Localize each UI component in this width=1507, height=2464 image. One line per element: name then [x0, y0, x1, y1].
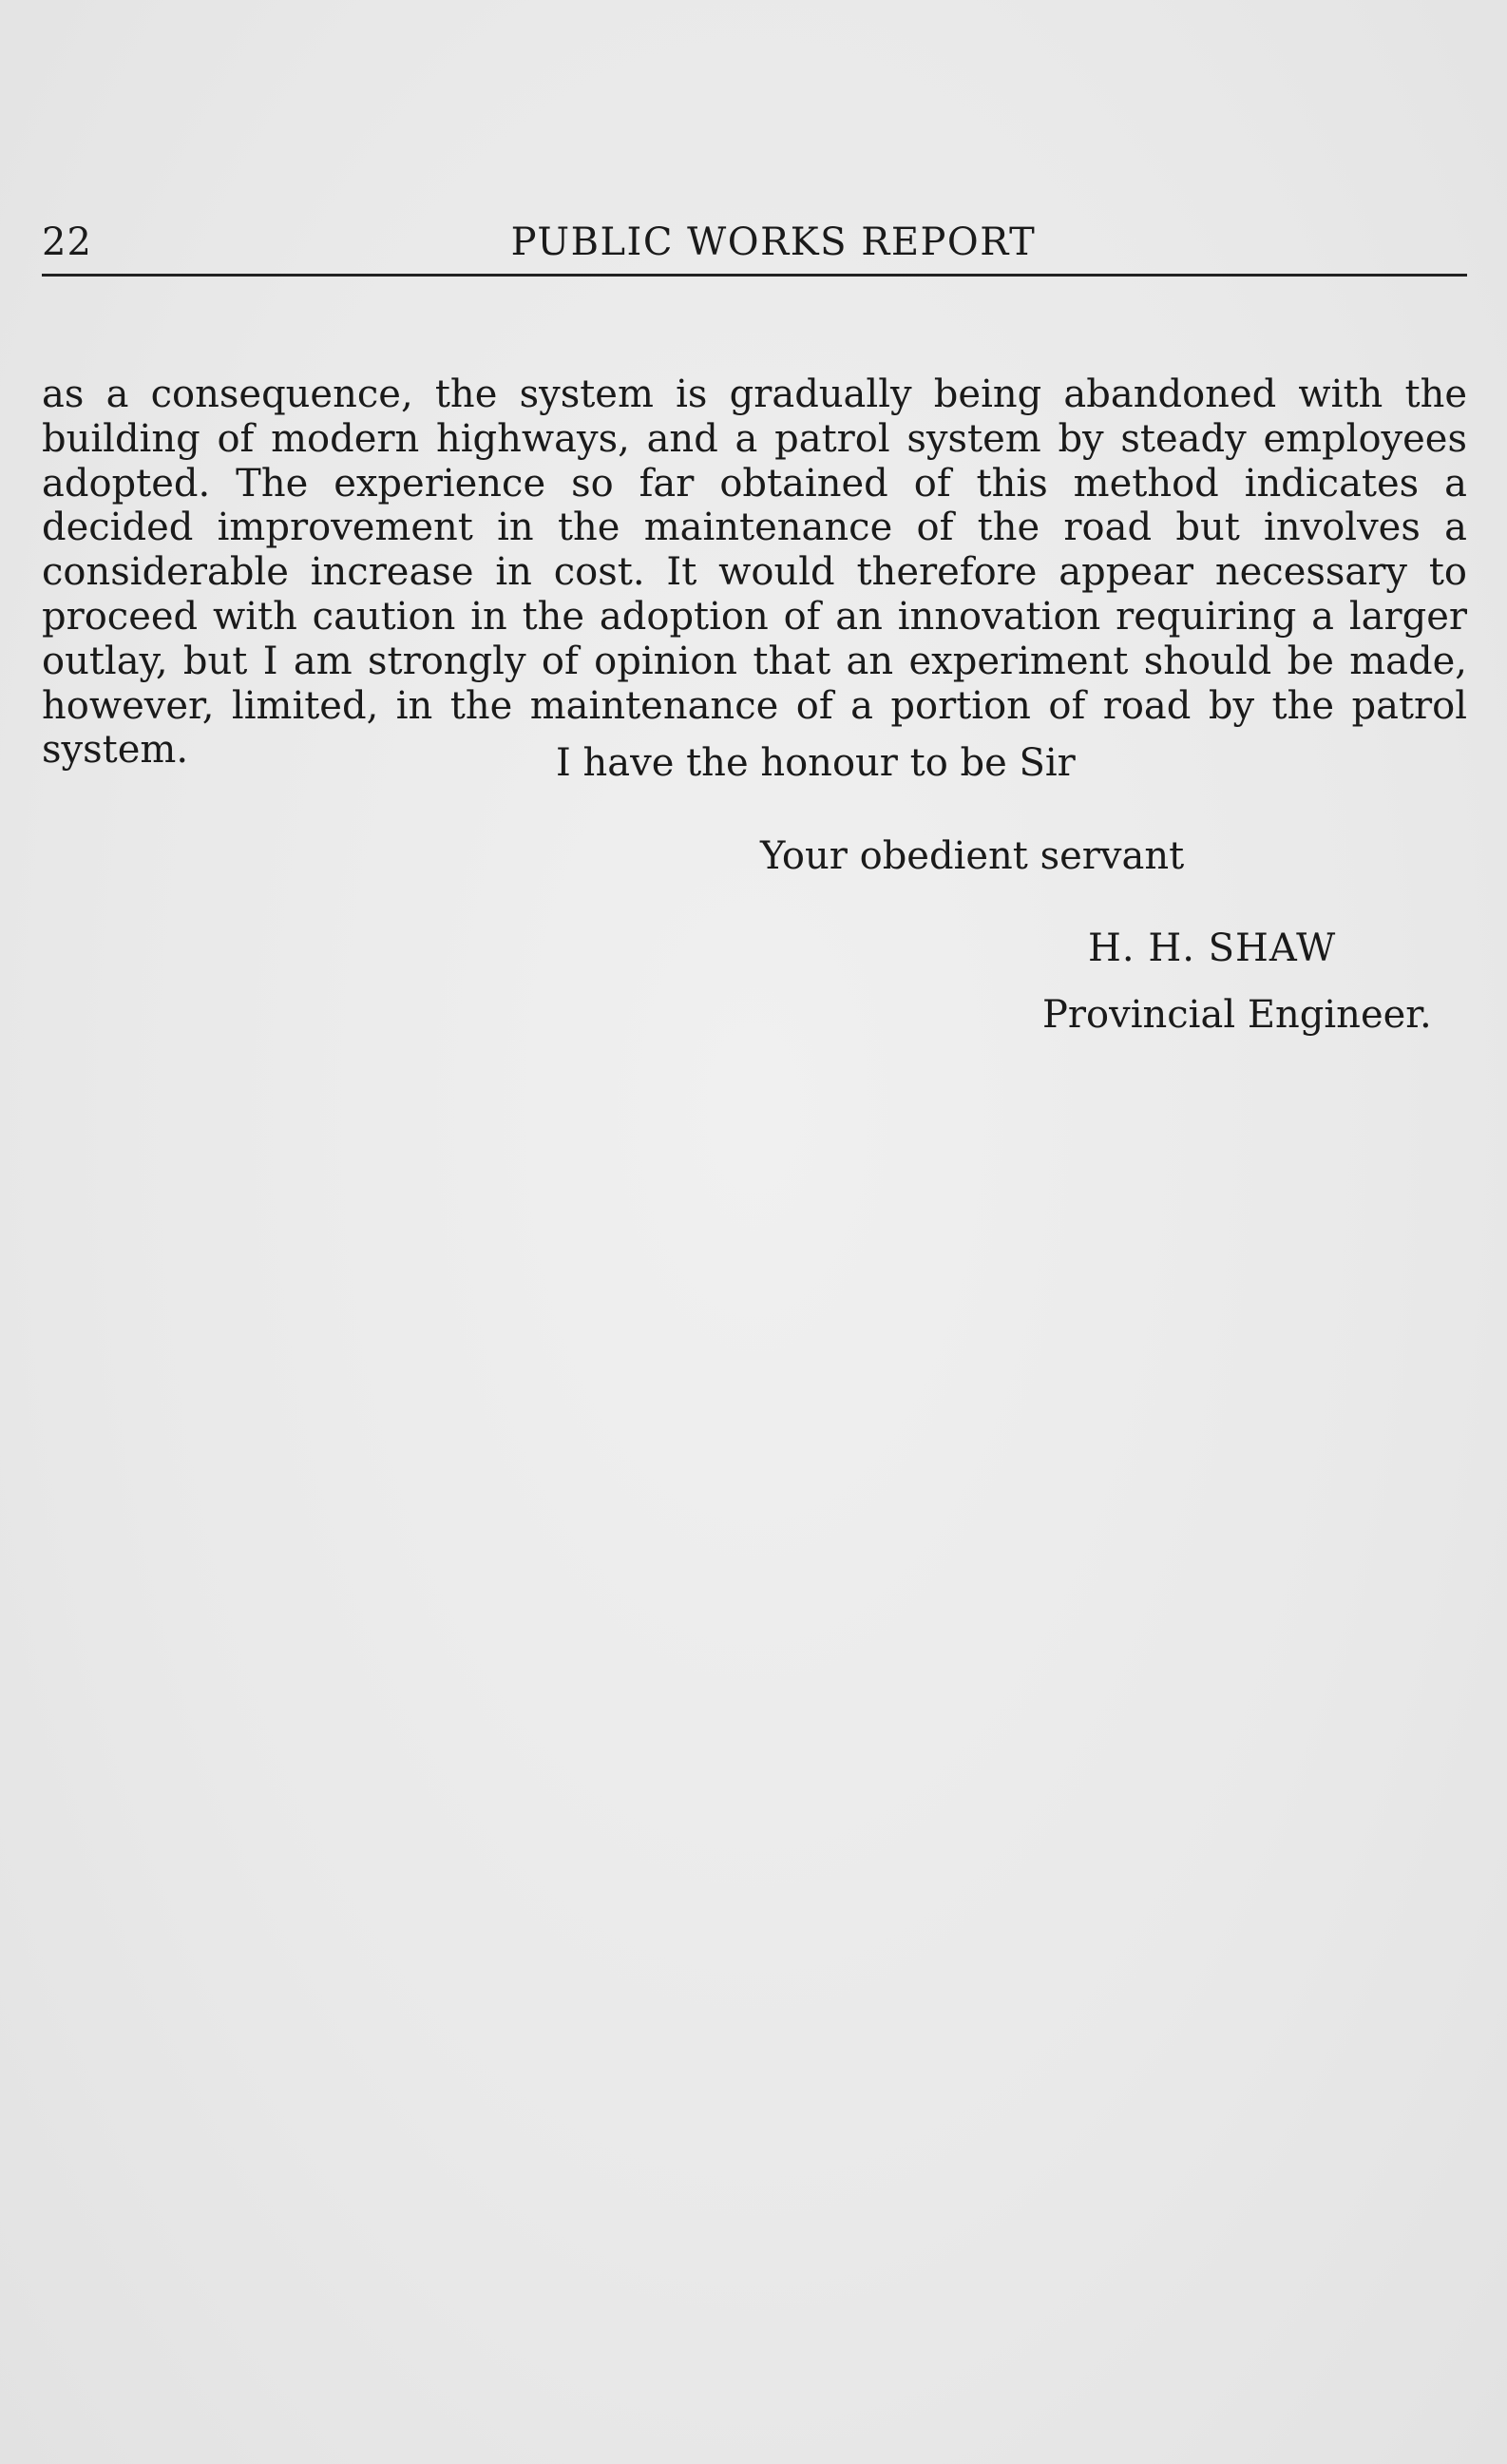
complimentary-close: Your obedient servant — [760, 834, 1185, 878]
running-title: PUBLIC WORKS REPORT — [510, 220, 1037, 264]
letter-closing: I have the honour to be Sir — [556, 741, 1076, 785]
header-rule — [42, 274, 1467, 277]
page-number: 22 — [42, 220, 92, 264]
body-paragraph: as a consequence, the system is gradually being abandoned with the building of modern highways, and a patrol system by steady employees adopted. The experience so far obtained of this method indicates a decided improvement in the maintenance of the road but involves a considerable increase in cost. It would therefore appear necessary to proceed with caution in the adoption of an innovation requiring a larger outlay, but I am strongly of opinion that an experiment should be made, however, limited, in the maintenance of a portion of road by the patrol system. — [42, 372, 1467, 773]
page-header — [42, 217, 1467, 274]
signatory-title: Provincial Engineer. — [1042, 993, 1432, 1037]
signatory-name: H. H. SHAW — [1088, 926, 1337, 970]
